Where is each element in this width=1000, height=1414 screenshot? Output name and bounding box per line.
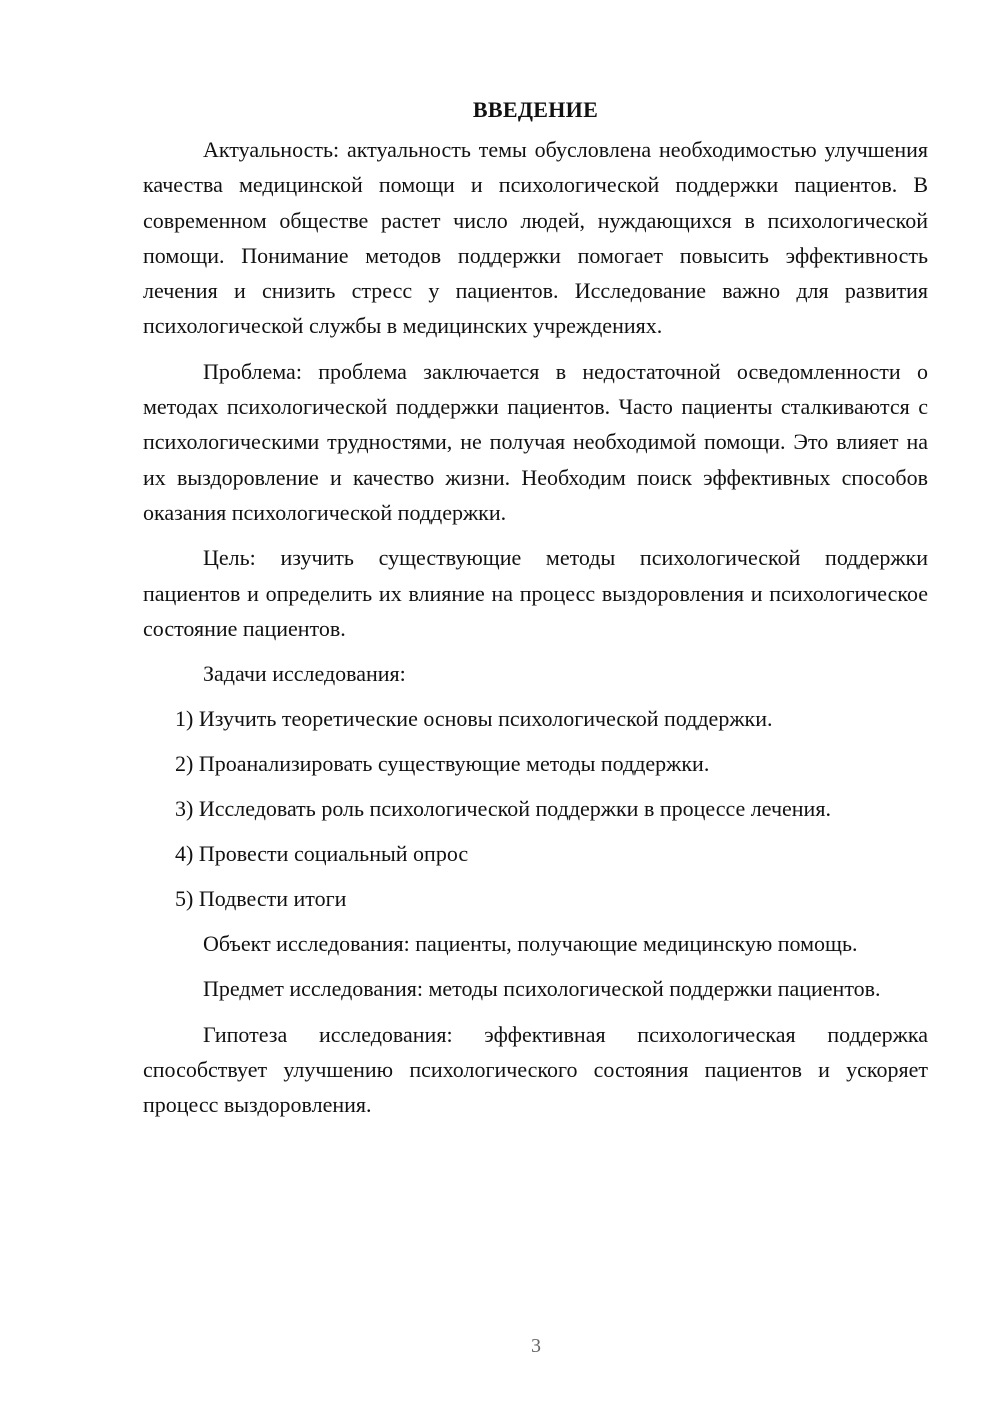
task-item-5: 5) Подвести итоги bbox=[175, 886, 347, 912]
hypothesis-paragraph: Гипотеза исследования: эффективная психологическая поддержка способствует улучшению психологического состояния пациентов и ускоряет процесс выздоровления. bbox=[143, 1021, 928, 1118]
task-item-4: 4) Провести социальный опрос bbox=[175, 841, 469, 867]
relevance-paragraph: Актуальность: актуальность темы обусловлена необходимостью улучшения качества медицинской помощи и психологической поддержки пациентов. В современном обществе растет число людей, нуждающихся в психологической помощи. Понимание методов поддержки помогает повысить эффективность лечения и снизить стресс у пациентов. Исследование важно для развития психологической службы в медицинских учреждениях. bbox=[143, 137, 928, 339]
section-title: ВВЕДЕНИЕ bbox=[472, 97, 599, 122]
task-item-3: 3) Исследовать роль психологической поддержки в процессе лечения. bbox=[175, 796, 831, 822]
tasks-list bbox=[143, 701, 928, 916]
object-paragraph: Объект исследования: пациенты, получающие медицинскую помощь. bbox=[203, 931, 858, 957]
problem-paragraph: Проблема: проблема заключается в недостаточной осведомленности о методах психологической поддержки пациентов. Часто пациенты сталкиваются с психологическими трудностями, не получая необходимой помощи. Это влияет на их выздоровление и качество жизни. Необходим поиск эффективных способов оказания психологической поддержки. bbox=[143, 358, 928, 525]
task-item-2: 2) Проанализировать существующие методы поддержки. bbox=[175, 751, 710, 777]
tasks-heading: Задачи исследования: bbox=[203, 661, 406, 687]
goal-paragraph: Цель: изучить существующие методы психологической поддержки пациентов и определить их влияние на процесс выздоровления и психологическое состояние пациентов. bbox=[143, 545, 928, 641]
task-item-1: 1) Изучить теоретические основы психологической поддержки. bbox=[175, 706, 773, 732]
subject-paragraph: Предмет исследования: методы психологической поддержки пациентов. bbox=[203, 976, 881, 1002]
page-number: 3 bbox=[531, 1335, 541, 1357]
page-content bbox=[143, 92, 928, 1133]
